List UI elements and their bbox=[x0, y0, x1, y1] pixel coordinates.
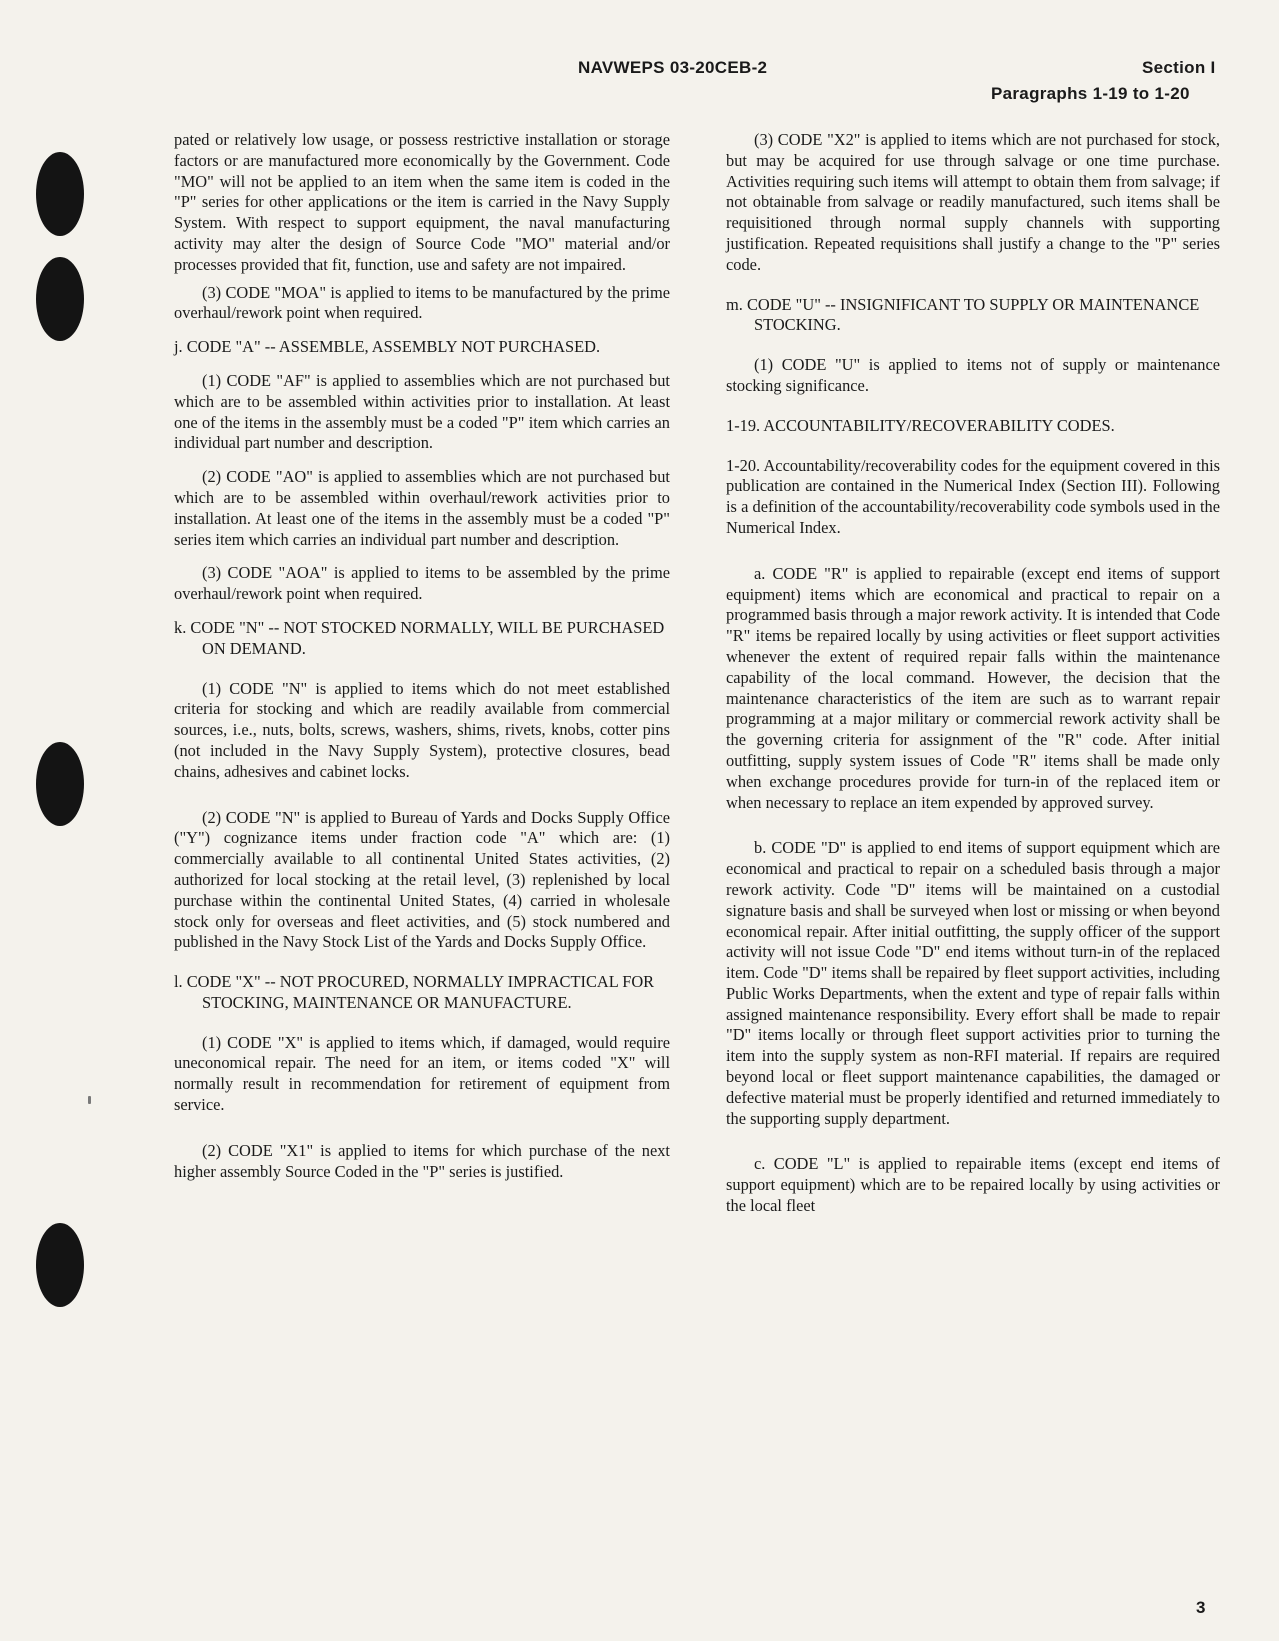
document-number: NAVWEPS 03-20CEB-2 bbox=[578, 58, 768, 77]
paragraph: pated or relatively low usage, or possess restrictive installation or storage factors or are manufactured more economically by the Government. Code "MO" will not be applied to an item when the same item is coded in the "P" series for other applications or the item is carried in the Navy Supply System. With respect to support equipment, the naval manufacturing activity may alter the design of Source Code "MO" material and/or processes provided that fit, function, use and safety are not impaired. bbox=[174, 130, 670, 274]
section-label: Section I bbox=[1142, 58, 1216, 77]
binder-hole bbox=[36, 152, 84, 236]
binder-hole bbox=[36, 1223, 84, 1307]
paragraph: 1-20. Accountability/recoverability codes for the equipment covered in this publication are contained in the Numerical Index (Section III). Following is a definition of the accountability/recoverability code symbols used in the Numerical Index. bbox=[726, 455, 1220, 537]
scan-speck bbox=[88, 1096, 91, 1104]
subheading: j. CODE "A" -- ASSEMBLE, ASSEMBLY NOT PURCHASED. bbox=[174, 337, 601, 357]
page-number: 3 bbox=[1196, 1598, 1206, 1617]
paragraph: c. CODE "L" is applied to repairable items (except end items of support equipment) which are to be repaired locally by using activities or the local fleet bbox=[726, 1154, 1220, 1216]
right-column bbox=[726, 130, 1220, 1217]
paragraph: b. CODE "D" is applied to end items of support equipment which are economical and practical to repair on a scheduled basis through a major rework activity. Code "D" items will be maintained on a custodial signature basis and shall be surveyed when lost or missing or when beyond economical repair. After initial outfitting, the supply officer of the support activity will not issue Code "D" end items without turn-in of the replaced item. Code "D" items shall be repaired by fleet support activities, including Public Works Departments, when the extent and type of repair falls within assigned maintenance responsibility. Every effort shall be made to repair "D" items locally or through fleet support activities prior to turning the item into the supply system as non-RFI material. If repairs are required beyond local or fleet support maintenance capabilities, the damaged or defective material must be properly identified and returned immediately to the supporting supply department. bbox=[726, 838, 1220, 1128]
left-column bbox=[174, 130, 670, 1182]
paragraph: (1) CODE "N" is applied to items which do not meet established criteria for stocking and which are readily available from commercial sources, i.e., nuts, bolts, screws, washers, shims, rivets, knobs, cotter pins (not included in the Navy Supply System), protective closures, bead chains, adhesives and cabinet locks. bbox=[174, 678, 670, 781]
paragraph: (1) CODE "X" is applied to items which, if damaged, would require uneconomical repair. The need for an item, or items coded "X" will normally result in recommendation for retirement of equipment from service. bbox=[174, 1032, 670, 1115]
subheading: m. CODE "U" -- INSIGNIFICANT TO SUPPLY OR MAINTENANCE STOCKING. bbox=[726, 294, 1200, 335]
paragraph: (1) CODE "AF" is applied to assemblies which are not purchased but which are to be assembled within activities prior to installation. At least one of the items in the assembly must be a coded "P" item which carries an individual part number and description. bbox=[174, 370, 670, 453]
paragraph-range: Paragraphs 1-19 to 1-20 bbox=[991, 84, 1190, 103]
binder-hole bbox=[36, 742, 84, 826]
section-heading: 1-19. ACCOUNTABILITY/RECOVERABILITY CODES. bbox=[726, 415, 1115, 435]
paragraph: (2) CODE "X1" is applied to items for which purchase of the next higher assembly Source Coded in the "P" series is justified. bbox=[174, 1140, 670, 1181]
paragraph: (3) CODE "MOA" is applied to items to be manufactured by the prime overhaul/rework point when required. bbox=[174, 282, 670, 323]
paragraph: a. CODE "R" is applied to repairable (except end items of support equipment) items which are economical and practical to repair on a programmed basis through a major rework activity. It is intended that Code "R" items be repaired locally by using activities or fleet support activities whenever the extent of required repair falls within the maintenance capability of the local command. However, the decision that the maintenance characteristics of the item are such as to warrant repair programming at a major military or commercial rework activity shall be the governing criteria for assignment of the "R" code. After initial outfitting, supply system issues of Code "R" items shall be made only when exchange procedures provide for turn-in of the replaced item or when necessary to replace an item expended by approved survey. bbox=[726, 563, 1220, 812]
subheading: k. CODE "N" -- NOT STOCKED NORMALLY, WILL BE PURCHASED ON DEMAND. bbox=[174, 617, 665, 658]
paragraph: (3) CODE "X2" is applied to items which are not purchased for stock, but may be acquired for use through salvage or one time purchase. Activities requiring such items will attempt to obtain them from salvage; if not obtainable from salvage or readily manufactured, such items shall be requisitioned through normal supply channels with supporting justification. Repeated requisitions shall justify a change to the "P" series code. bbox=[726, 130, 1220, 274]
binder-hole bbox=[36, 257, 84, 341]
paragraph: (3) CODE "AOA" is applied to items to be assembled by the prime overhaul/rework point when required. bbox=[174, 563, 670, 604]
subheading: l. CODE "X" -- NOT PROCURED, NORMALLY IMPRACTICAL FOR STOCKING, MAINTENANCE OR MANUFACTURE. bbox=[174, 972, 655, 1012]
paragraph: (1) CODE "U" is applied to items not of supply or maintenance stocking significance. bbox=[726, 355, 1220, 395]
paragraph: (2) CODE "AO" is applied to assemblies which are not purchased but which are to be assembled within overhaul/rework activities prior to installation. At least one of the items in the assembly must be a coded "P" series item which carries an individual part number and description. bbox=[174, 467, 670, 549]
paragraph: (2) CODE "N" is applied to Bureau of Yards and Docks Supply Office ("Y") cognizance items under fraction code "A" which are: (1) commercially available to all continental United States activities, (2) authorized for local stocking at the retail level, (3) replenished by local purchase within the continental United States, (4) carried in wholesale stock only for overseas and fleet activities, and (5) stock numbered and published in the Navy Stock List of the Yards and Docks Supply Office. bbox=[174, 807, 670, 952]
